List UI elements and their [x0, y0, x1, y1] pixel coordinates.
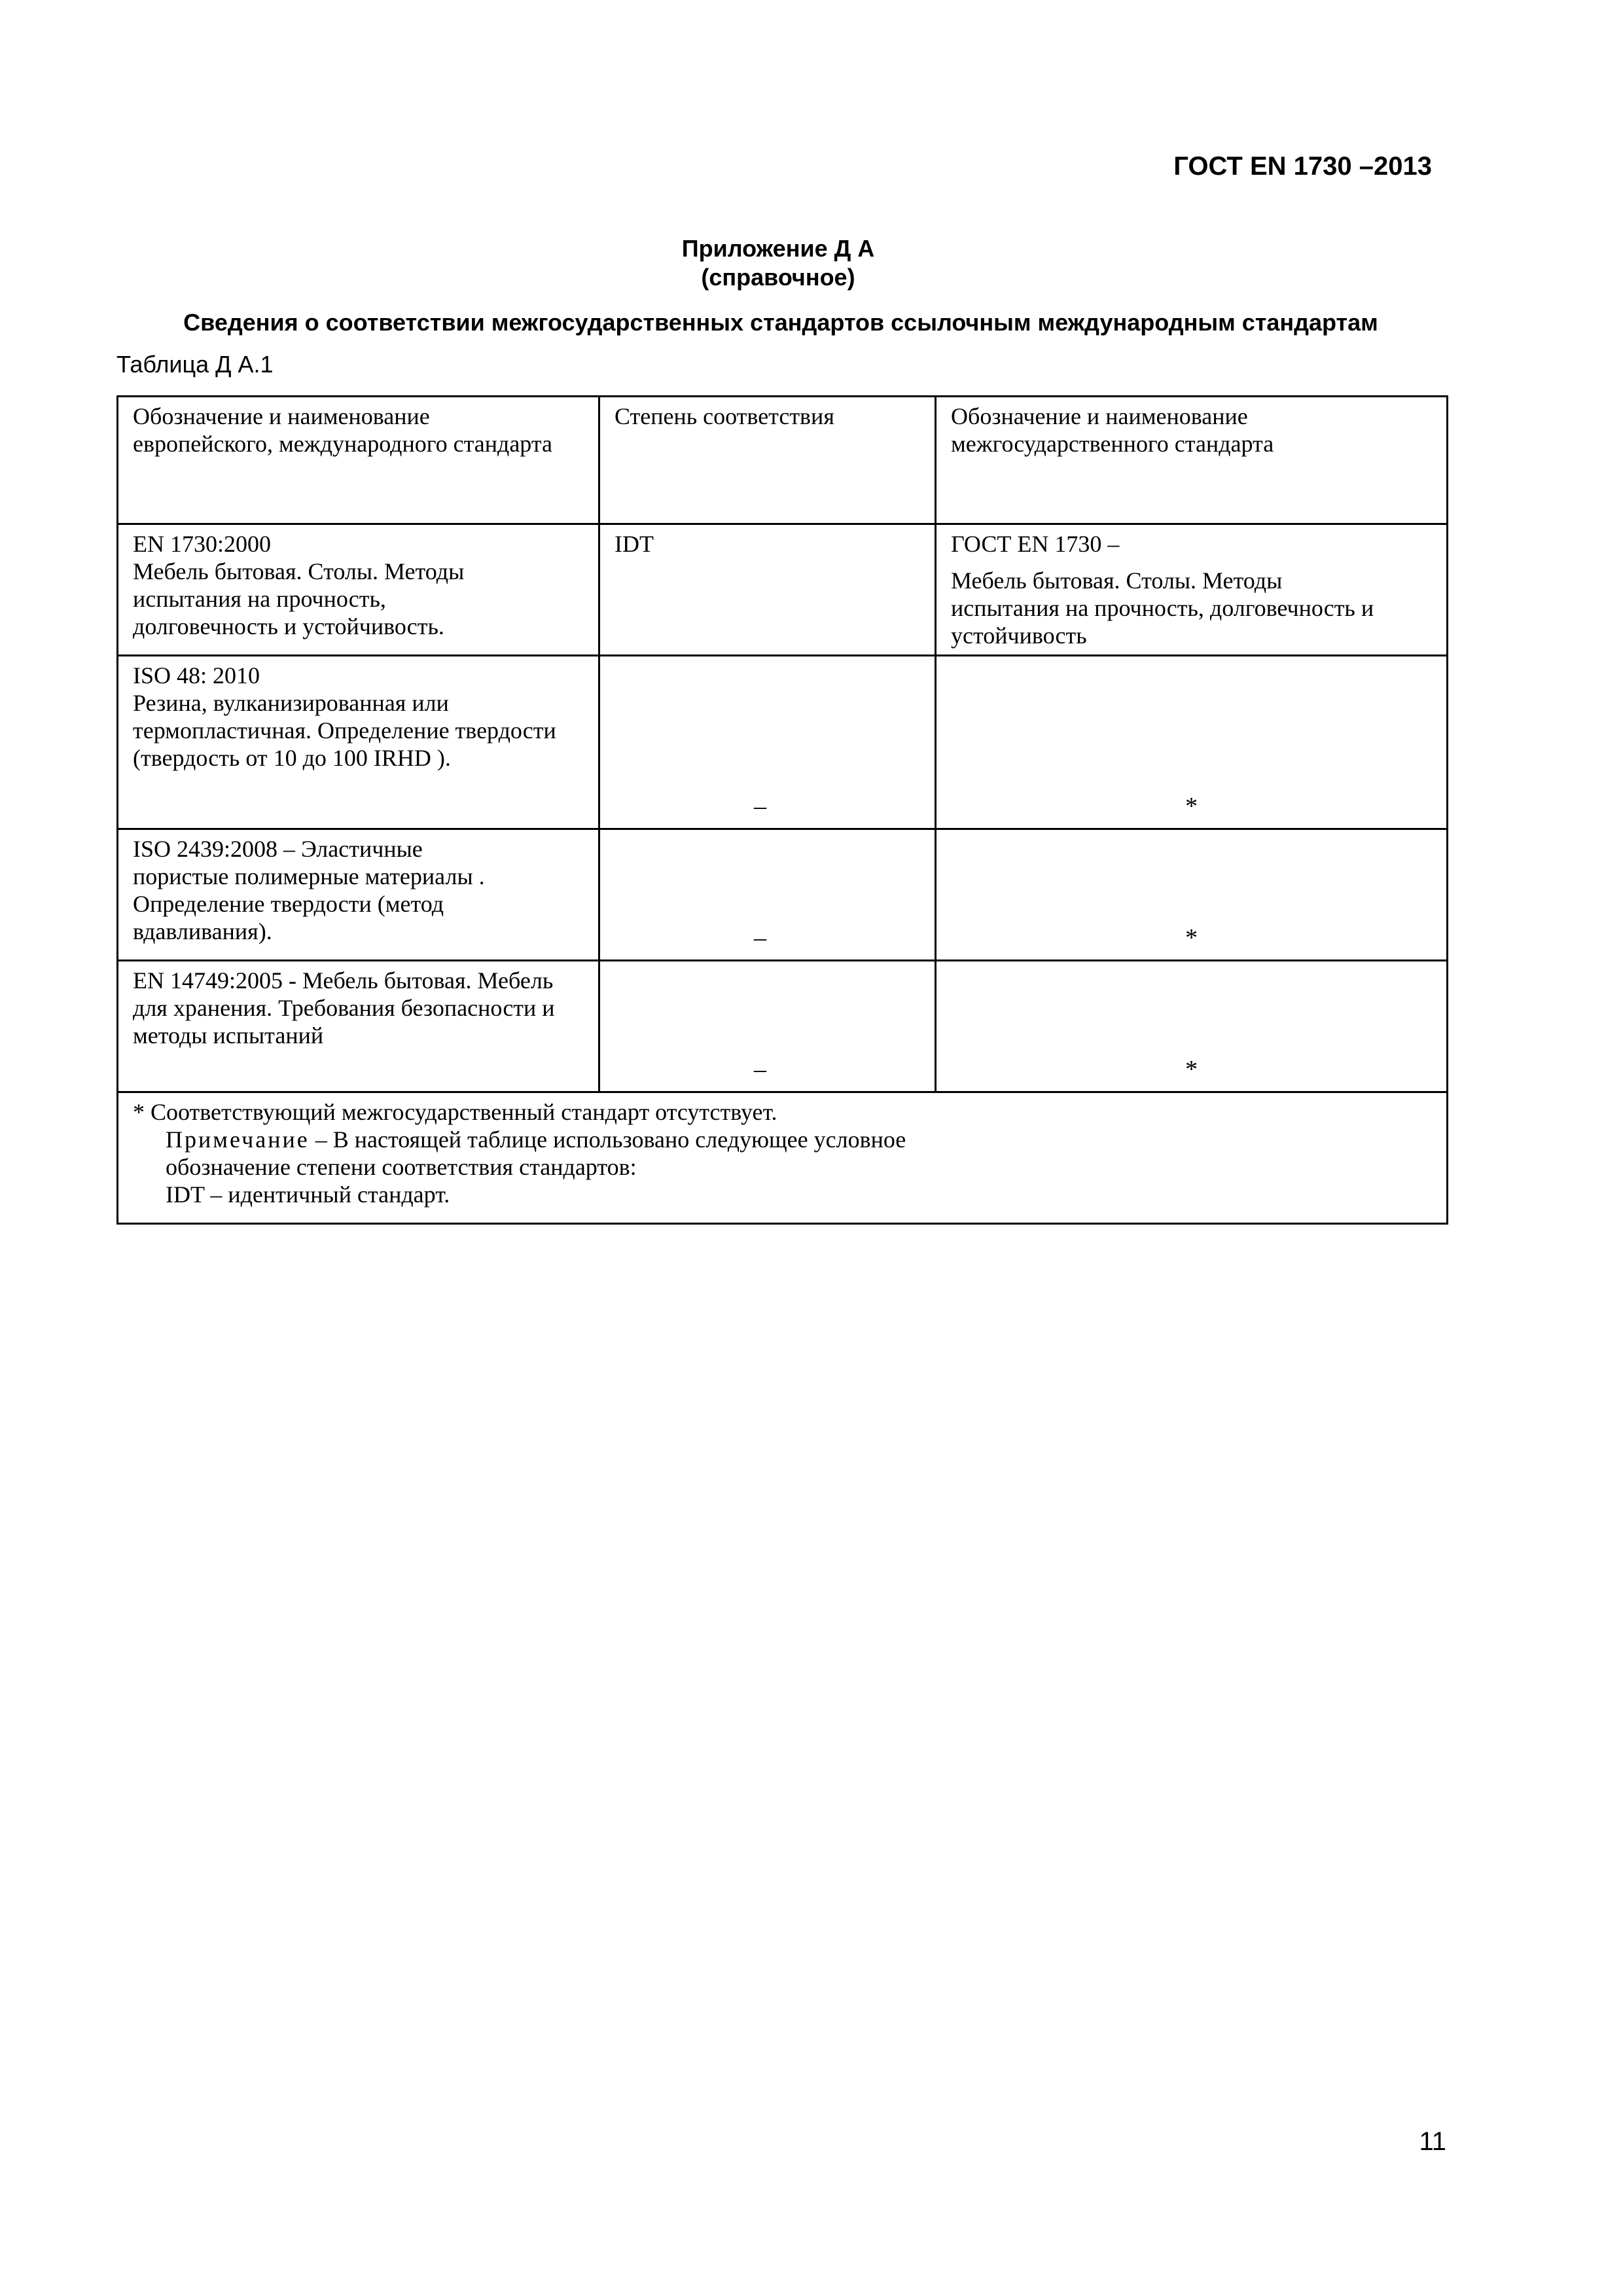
- note-line-2: обозначение степени соответствия стандартов:: [166, 1154, 637, 1180]
- interstate-name-text: Мебель бытовая. Столы. Методы испытания на прочность, долговечность и устойчивость: [951, 567, 1374, 649]
- appendix-heading: [0, 234, 1556, 292]
- table-row: [118, 829, 1448, 961]
- page-number: 11: [1419, 2127, 1446, 2156]
- table-label: Таблица Д А.1: [116, 351, 274, 378]
- degree-text: IDT: [615, 531, 654, 557]
- reference-cell: [118, 961, 599, 1092]
- table-row: [118, 524, 1448, 656]
- table-header-row: [118, 397, 1448, 524]
- header-cell-interstate: [936, 397, 1448, 524]
- table-footer-row: [118, 1092, 1448, 1224]
- degree-cell: [599, 656, 936, 829]
- reference-cell: [118, 524, 599, 656]
- reference-cell: [118, 829, 599, 961]
- document-title: Сведения о соответствии межгосударственных стандартов ссылочным международным стандартам: [183, 309, 1378, 336]
- footnote-marker: *: [1185, 1056, 1198, 1083]
- header-cell-degree: [599, 397, 936, 524]
- interstate-cell: [936, 961, 1448, 1092]
- note-line-3: IDT – идентичный стандарт.: [166, 1181, 450, 1208]
- degree-cell: [599, 829, 936, 961]
- footnote-marker: *: [1185, 924, 1198, 952]
- reference-text: EN 14749:2005 - Мебель бытовая. Мебель для хранения. Требования безопасности и методы испытаний: [133, 967, 555, 1049]
- table-footer-cell: [118, 1092, 1448, 1224]
- header-cell-reference: [118, 397, 599, 524]
- table-row: [118, 656, 1448, 829]
- standards-correspondence-table: [116, 395, 1448, 1225]
- interstate-cell: [936, 524, 1448, 656]
- degree-cell: [599, 524, 936, 656]
- appendix-title: Приложение Д А: [681, 235, 875, 262]
- reference-text: EN 1730:2000 Мебель бытовая. Столы. Методы испытания на прочность, долговечность и устойчивость.: [133, 531, 465, 639]
- reference-text: ISO 2439:2008 – Эластичные пористые полимерные материалы . Определение твердости (метод вдавливания).: [133, 836, 485, 944]
- footnote-marker: *: [1185, 793, 1198, 820]
- appendix-subtitle: (справочное): [701, 264, 855, 291]
- note-line: [133, 1126, 1436, 1153]
- header-reference-text: Обозначение и наименование европейского, международного стандарта: [133, 403, 552, 457]
- degree-text: –: [754, 924, 766, 952]
- note-text: – В настоящей таблице использовано следующее условное: [309, 1126, 906, 1153]
- degree-text: –: [754, 1056, 766, 1083]
- header-interstate-text: Обозначение и наименование межгосударственного стандарта: [951, 403, 1274, 457]
- table-row: [118, 961, 1448, 1092]
- interstate-cell: [936, 829, 1448, 961]
- footnote-text: * Соответствующий межгосударственный стандарт отсутствует.: [133, 1099, 777, 1125]
- note-label: Примечание: [166, 1126, 310, 1153]
- degree-cell: [599, 961, 936, 1092]
- document-code-header: ГОСТ EN 1730 –2013: [1173, 152, 1432, 181]
- reference-cell: [118, 656, 599, 829]
- header-degree-text: Степень соответствия: [615, 403, 834, 429]
- reference-text: ISO 48: 2010 Резина, вулканизированная или термопластичная. Определение твердости (твердость от 10 до 100 IRHD ).: [133, 662, 556, 771]
- interstate-cell: [936, 656, 1448, 829]
- interstate-code-text: ГОСТ EN 1730 –: [951, 531, 1120, 557]
- degree-text: –: [754, 793, 766, 820]
